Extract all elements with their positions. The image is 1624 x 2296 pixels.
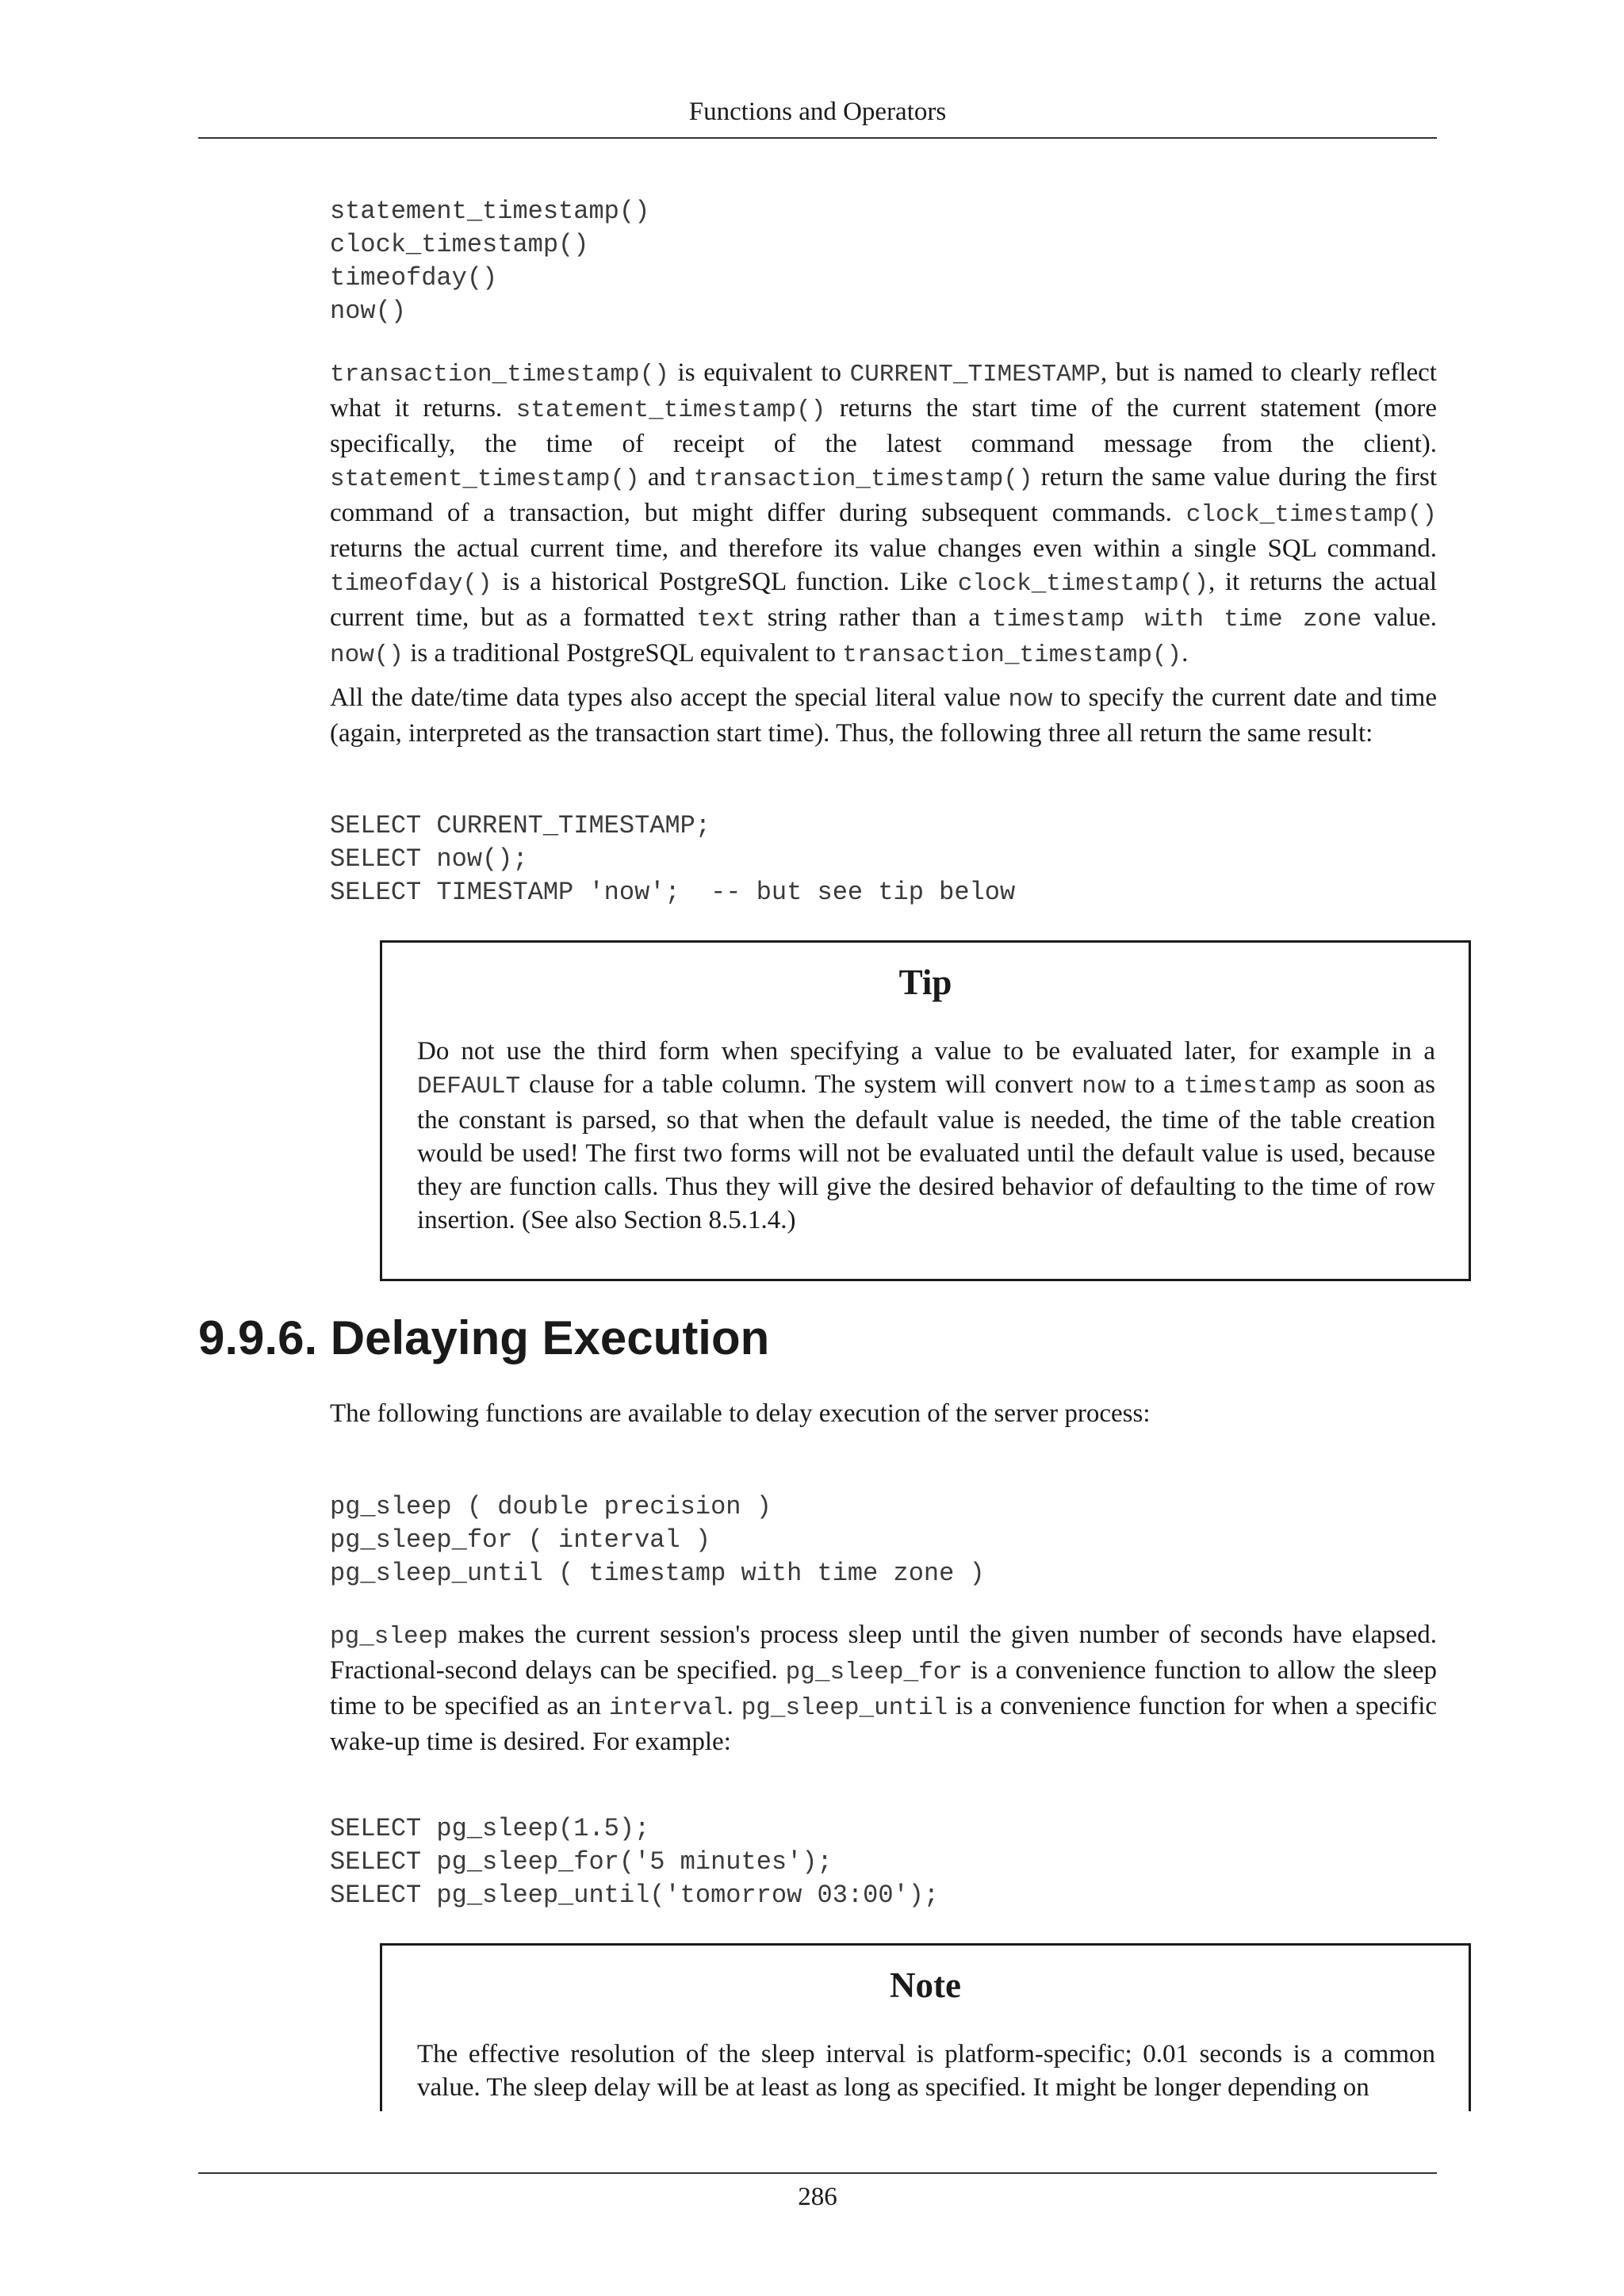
paragraph-timestamps: transaction_timestamp() is equivalent to CURRENT_TIMESTAMP, but is named to clearly reflect what it returns. statement_timestamp() returns the start time of the current statement (more specifically, the time of receipt of the latest command message from the client). statement_timestamp() and transaction_timestamp() return the same value during the first command of a transaction, but might differ during subsequent commands. clock_timestamp() returns the actual current time, and therefore its value changes even within a single SQL command. timeofday() is a historical PostgreSQL function. Like clock_timestamp(), it returns the actual current time, but as a formatted text string rather than a timestamp with time zone value. now() is a traditional PostgreSQL equivalent to transaction_timestamp().: [330, 358, 1438, 669]
tip-box: [380, 940, 1471, 1281]
code-line: timeofday(): [330, 263, 498, 293]
code-line: SELECT pg_sleep_for('5 minutes');: [330, 1847, 833, 1877]
running-header: Functions and Operators: [688, 98, 947, 126]
code-line: pg_sleep_until ( timestamp with time zone ): [330, 1559, 985, 1588]
code-line: pg_sleep_for ( interval ): [330, 1525, 711, 1555]
footer-rule: [198, 2172, 1437, 2174]
code-line: SELECT TIMESTAMP 'now'; -- but see tip below: [330, 878, 1016, 907]
tip-text: Do not use the third form when specifying a value to be evaluated later, for example in a DEFAULT clause for a table column. The system will convert now to a timestamp as soon as the constant is parsed, so that when the default value is needed, the time of the table creation would be used! The first two forms will not be evaluated until the default value is used, because they are function calls. Thus they will give the desired behavior of defaulting to the time of row insertion. (See also Section 8.5.1.4.): [417, 1037, 1435, 1234]
tip-title: Tip: [898, 962, 952, 1002]
paragraph-special-now: All the date/time data types also accept the special literal value now to specify the current date and time (again, interpreted as the transaction start time). Thus, the following three all return the same result:: [330, 683, 1437, 748]
page-number: 286: [798, 2183, 837, 2211]
paragraph-delay-intro: The following functions are available to delay execution of the server process:: [330, 1399, 1151, 1428]
code-line: SELECT pg_sleep_until('tomorrow 03:00');: [330, 1881, 940, 1910]
code-line: now(): [330, 297, 407, 326]
section-link[interactable]: Section 8.5.1.4: [623, 1206, 781, 1234]
header-rule: [198, 137, 1437, 139]
code-line: SELECT pg_sleep(1.5);: [330, 1814, 650, 1843]
code-line: clock_timestamp(): [330, 230, 589, 259]
code-line: statement_timestamp(): [330, 197, 650, 226]
code-block-function-list: [330, 195, 649, 328]
code-line: SELECT now();: [330, 844, 528, 874]
note-title: Note: [890, 1965, 961, 2005]
note-box: [380, 1943, 1471, 2111]
code-block-sleep-examples: [330, 1812, 939, 1912]
code-line: SELECT CURRENT_TIMESTAMP;: [330, 811, 711, 840]
code-block-sleep-signatures: [330, 1490, 985, 1590]
code-block-select-now: [330, 809, 1015, 909]
paragraph-sleep: pg_sleep makes the current session's process sleep until the given number of seconds have elapsed. Fractional-second delays can be specified. pg_sleep_for is a convenience function to allow the sleep time to be specified as an interval. pg_sleep_until is a convenience function for when a specific wake-up time is desired. For example:: [330, 1621, 1438, 1756]
note-text: The effective resolution of the sleep interval is platform-specific; 0.01 seconds is a common value. The sleep delay will be at least as long as specified. It might be longer depending on: [417, 2040, 1435, 2102]
section-heading: 9.9.6. Delaying Execution: [198, 1311, 770, 1364]
code-line: pg_sleep ( double precision ): [330, 1492, 772, 1521]
